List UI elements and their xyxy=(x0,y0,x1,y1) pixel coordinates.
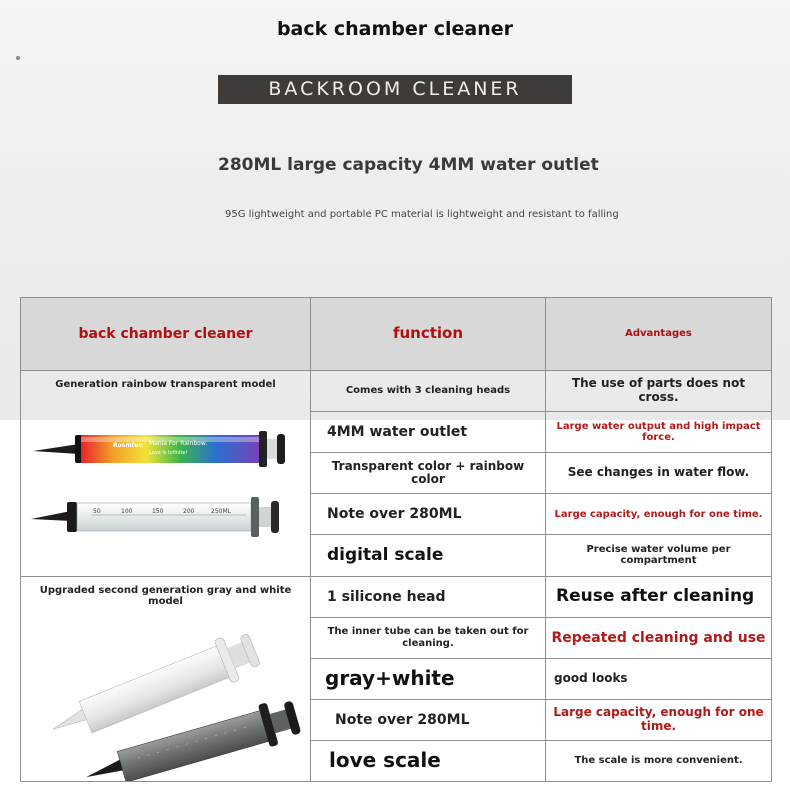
header-function: function xyxy=(311,298,546,371)
capacity-subtitle: 280ML large capacity 4MM water outlet xyxy=(218,155,599,175)
rainbow-model-cell xyxy=(21,371,311,576)
header-advantages: Advantages xyxy=(546,298,772,371)
header-product: back chamber cleaner xyxy=(21,298,311,371)
rainbow-slogan-2: Love Is Infinite! xyxy=(149,450,188,457)
page-title: back chamber cleaner xyxy=(276,18,514,40)
advantage-cell: See changes in water flow. xyxy=(546,453,772,494)
advantage-cell: Precise water volume per compartment xyxy=(546,535,772,576)
advantage-cell: Large capacity, enough for one time. xyxy=(546,699,772,740)
function-cell: gray+white xyxy=(311,658,546,699)
advantage-cell: Large capacity, enough for one time. xyxy=(546,494,772,535)
rainbow-syringe-image xyxy=(21,371,311,574)
function-cell: digital scale xyxy=(311,535,546,576)
function-cell: 1 silicone head xyxy=(311,576,546,617)
advantage-cell: good looks xyxy=(546,658,772,699)
advantage-cell: Reuse after cleaning xyxy=(546,576,772,617)
advantage-cell: The scale is more convenient. xyxy=(546,740,772,781)
function-cell: Note over 280ML xyxy=(311,494,546,535)
scale-label-200: 200 xyxy=(183,508,195,516)
function-cell: 4MM water outlet xyxy=(311,412,546,453)
rainbow-slogan-1: Mania For Rainbow. xyxy=(149,440,208,448)
rainbow-syringe-graphic xyxy=(33,431,285,467)
advantage-cell: Repeated cleaning and use xyxy=(546,617,772,658)
function-cell: Transparent color + rainbow color xyxy=(311,453,546,494)
scale-label-250: 250ML xyxy=(211,508,231,516)
scale-label-50: 50 xyxy=(93,508,101,516)
scale-label-150: 150 xyxy=(152,508,164,516)
function-cell: Comes with 3 cleaning heads xyxy=(311,371,546,412)
function-cell: love scale xyxy=(311,740,546,781)
material-note: 95G lightweight and portable PC material is lightweight and resistant to falling xyxy=(225,209,619,220)
gray-white-model-label: Upgraded second generation gray and white model xyxy=(39,584,292,608)
decorative-dot xyxy=(16,56,20,60)
gray-white-model-cell xyxy=(21,576,311,781)
clear-syringe-graphic xyxy=(31,497,279,537)
advantage-cell: Large water output and high impact force. xyxy=(546,412,772,453)
spec-table xyxy=(20,297,772,782)
rainbow-model-label: Generation rainbow transparent model xyxy=(55,379,276,391)
function-cell: Note over 280ML xyxy=(311,699,546,740)
scale-label-100: 100 xyxy=(121,508,133,516)
gray-white-syringe-image xyxy=(21,577,311,781)
table-row xyxy=(21,371,772,412)
function-cell: The inner tube can be taken out for cleaning. xyxy=(311,617,546,658)
advantage-cell: The use of parts does not cross. xyxy=(546,371,772,412)
table-header-row xyxy=(21,298,772,371)
table-row xyxy=(21,576,772,617)
banner: BACKROOM CLEANER xyxy=(218,75,572,104)
rainbow-brand-logo: Rosmfun xyxy=(113,442,143,450)
